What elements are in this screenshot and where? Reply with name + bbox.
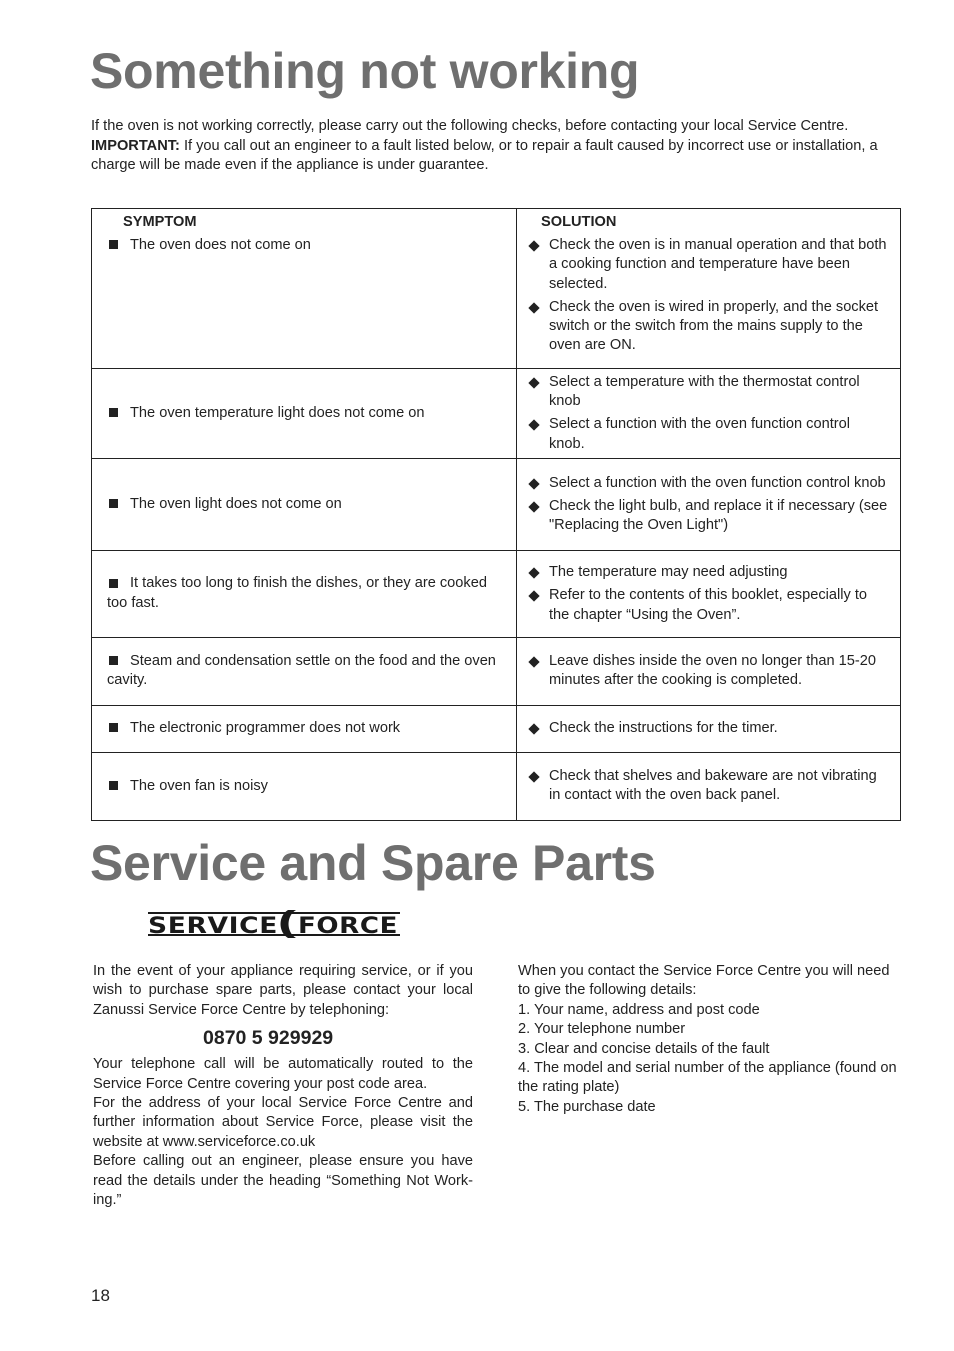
- table-row: [92, 637, 901, 705]
- symptom-cell: [92, 209, 517, 369]
- solution-cell: [517, 705, 901, 752]
- symptom-item: [107, 495, 508, 515]
- symptom-text: It takes too long to finish the dishes, or they are cooked too fast.: [107, 575, 487, 611]
- diamond-bullet-icon: [528, 302, 540, 314]
- solution-item: [527, 298, 888, 356]
- symptom-item: [107, 719, 508, 739]
- symptom-text: The oven fan is noisy: [130, 777, 268, 794]
- intro-line: If the oven is not working correctly, please carry out the following checks, before contacting your local Service Centre.: [91, 118, 849, 134]
- svg-text:SERVICE: SERVICE: [148, 914, 278, 939]
- square-bullet-icon: [109, 408, 118, 417]
- symptom-cell: [92, 458, 517, 550]
- solution-header: SOLUTION: [541, 214, 617, 230]
- important-text: If you call out an engineer to a fault listed below, or to repair a fault caused by incorrect use or installation, a charge will be made even if the appliance is under guarantee.: [91, 137, 878, 174]
- solution-cell: [517, 458, 901, 550]
- solution-item: [527, 719, 888, 738]
- diamond-bullet-icon: [528, 240, 540, 252]
- symptom-cell: [92, 705, 517, 752]
- solution-cell: [517, 637, 901, 705]
- solution-item: [527, 373, 888, 412]
- important-label: IMPORTANT:: [91, 137, 180, 154]
- symptom-text: The oven does not come on: [130, 237, 311, 253]
- solution-text: The temperature may need adjusting: [549, 564, 788, 581]
- diamond-bullet-icon: [528, 567, 540, 579]
- symptom-text: Steam and condensation settle on the food and the oven cavity.: [107, 652, 496, 689]
- solution-text: Check the oven is wired in properly, and the socket switch or the switch from the mains supply to the oven are ON.: [549, 298, 879, 354]
- solution-text: Select a temperature with the thermostat control knob: [549, 373, 860, 410]
- symptom-cell: [92, 637, 517, 705]
- solution-cell: [517, 752, 901, 820]
- diamond-bullet-icon: [528, 377, 540, 389]
- symptom-cell: [92, 368, 517, 458]
- solution-text: Select a function with the oven function control knob: [549, 474, 886, 491]
- diamond-bullet-icon: [528, 771, 540, 783]
- square-bullet-icon: [109, 656, 118, 665]
- square-bullet-icon: [109, 579, 118, 588]
- svg-text:FORCE: FORCE: [298, 914, 398, 939]
- solution-text: Check the light bulb, and replace it if necessary (see "Replacing the Oven Light"): [549, 497, 888, 534]
- solution-text: Select a function with the oven function control knob.: [549, 416, 850, 452]
- symptom-item: [107, 404, 508, 424]
- detail-item: 4. The model and serial number of the appliance (found on the rating plate): [518, 1060, 897, 1096]
- solution-cell: [517, 368, 901, 458]
- solution-cell: [517, 550, 901, 637]
- table-row: [92, 550, 901, 637]
- solution-item: [527, 767, 888, 806]
- square-bullet-icon: [109, 781, 118, 790]
- solution-text: Leave dishes inside the oven no longer than 15-20 minutes after the cooking is completed.: [549, 653, 876, 689]
- diamond-bullet-icon: [528, 590, 540, 602]
- troubleshooting-table: [91, 208, 901, 821]
- table-row: [92, 368, 901, 458]
- symptom-item: [107, 574, 508, 613]
- detail-item: 1. Your name, address and post code: [518, 1001, 760, 1018]
- intro-text: [91, 117, 903, 176]
- serviceforce-logo: [148, 906, 400, 945]
- solution-item: [527, 563, 888, 582]
- service-paragraph: Before calling out an engineer, please ensure you have read the details under the heading “Something Not Work-ing.”: [93, 1153, 473, 1209]
- table-row: [92, 209, 901, 369]
- service-paragraph: For the address of your local Service Force Centre and further information about Service Force, please visit the website at www.serviceforce.co.uk: [93, 1095, 473, 1150]
- service-intro: In the event of your appliance requiring service, or if you wish to purchase spare parts, please contact your local Zanussi Service Force Centre by telephoning:: [93, 963, 473, 1018]
- detail-item: 3. Clear and concise details of the fault: [518, 1040, 770, 1057]
- solution-text: Check that shelves and bakeware are not vibrating in contact with the oven back panel.: [549, 768, 877, 804]
- solution-cell: [517, 209, 901, 369]
- solution-item: [527, 652, 888, 691]
- diamond-bullet-icon: [528, 501, 540, 513]
- square-bullet-icon: [109, 240, 118, 249]
- solution-item: [527, 497, 888, 536]
- square-bullet-icon: [109, 723, 118, 732]
- symptom-text: The oven temperature light does not come on: [130, 404, 425, 421]
- symptom-cell: [92, 550, 517, 637]
- table-row: [92, 752, 901, 820]
- service-phone-number: 0870 5 929929: [203, 1027, 334, 1050]
- service-right-column: [518, 962, 902, 1117]
- table-row: [92, 458, 901, 550]
- diamond-bullet-icon: [528, 419, 540, 431]
- page-title: Something not working: [90, 43, 640, 99]
- square-bullet-icon: [109, 499, 118, 508]
- page-number: 18: [91, 1286, 110, 1305]
- symptom-header: SYMPTOM: [123, 214, 197, 230]
- solution-item: [527, 415, 888, 454]
- solution-text: Check the oven is in manual operation and that both a cooking function and temperature have been selected.: [549, 237, 887, 292]
- serviceforce-logo-graphic: [148, 906, 400, 940]
- symptom-cell: [92, 752, 517, 820]
- detail-item: 2. Your telephone number: [518, 1021, 686, 1038]
- diamond-bullet-icon: [528, 478, 540, 490]
- solution-item: [527, 236, 888, 294]
- symptom-text: The oven light does not come on: [130, 495, 342, 512]
- service-paragraph: Your telephone call will be automatically routed to the Service Force Centre covering your post code area.: [93, 1056, 473, 1092]
- detail-item: 5. The purchase date: [518, 1098, 656, 1115]
- solution-text: Check the instructions for the timer.: [549, 720, 778, 737]
- diamond-bullet-icon: [528, 723, 540, 735]
- service-left-column: [93, 962, 473, 1210]
- solution-item: [527, 586, 888, 625]
- symptom-item: [107, 236, 508, 256]
- solution-item: [527, 474, 888, 493]
- symptom-item: [107, 652, 508, 691]
- diamond-bullet-icon: [528, 656, 540, 668]
- details-intro: When you contact the Service Force Centre you will need to give the following details:: [518, 963, 890, 999]
- symptom-item: [107, 777, 508, 797]
- table-row: [92, 705, 901, 752]
- symptom-text: The electronic programmer does not work: [130, 720, 401, 737]
- solution-text: Refer to the contents of this booklet, especially to the chapter “Using the Oven”.: [549, 587, 867, 623]
- section-title: Service and Spare Parts: [90, 835, 656, 891]
